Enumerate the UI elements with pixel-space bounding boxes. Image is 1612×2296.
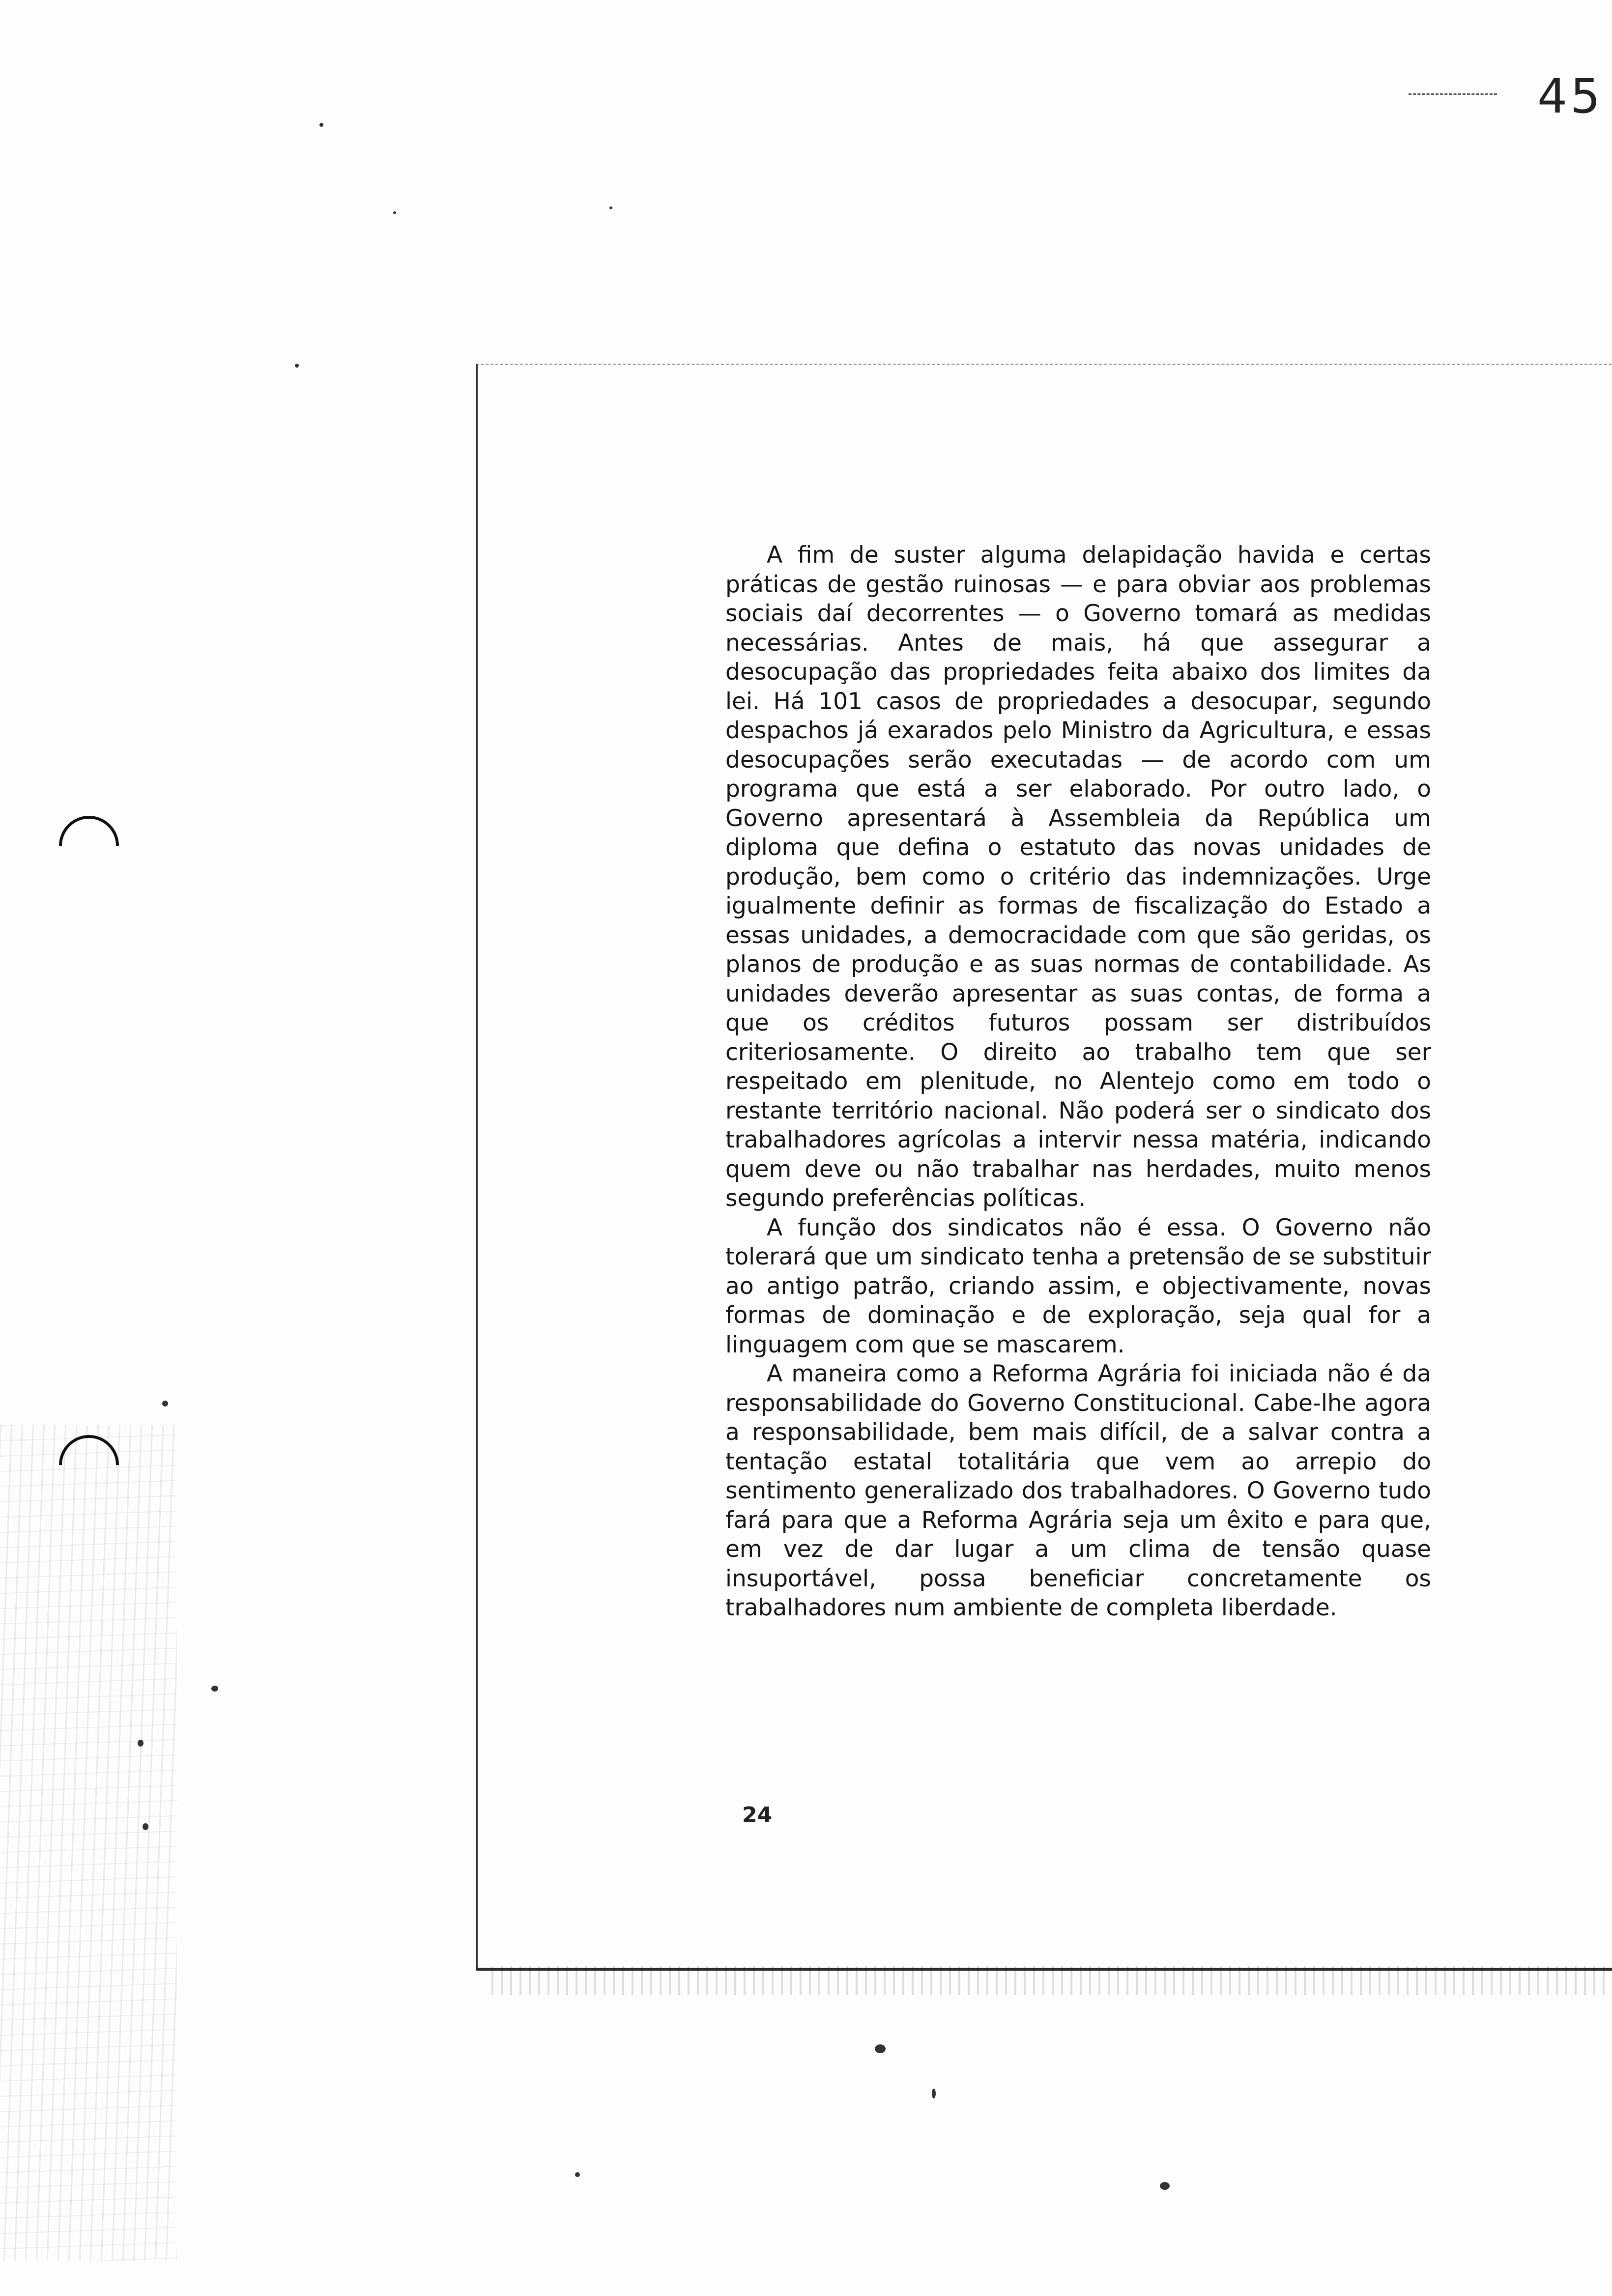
scan-noise xyxy=(0,1425,177,2261)
paragraph-2: A função dos sindicatos não é essa. O Governo não tolerará que um sindicato tenha a pretensão de se substituir ao antigo patrão, criando assim, e objectivamente, novas formas de dominação e de exploração, seja qual for a linguagem com que se mascarem. xyxy=(725,1214,1431,1358)
speck xyxy=(143,1823,148,1830)
speck xyxy=(162,1401,168,1406)
speck xyxy=(138,1740,144,1747)
speck xyxy=(393,211,396,214)
scan-noise xyxy=(491,1966,1612,1995)
speck xyxy=(1160,2182,1170,2190)
archive-page-number: 45 xyxy=(1537,69,1604,124)
speck xyxy=(875,2044,886,2053)
speck xyxy=(319,123,323,127)
paragraph-3: A maneira como a Reforma Agrária foi iniciada não é da responsabilidade do Governo Constitucional. Cabe-lhe agora a responsabilidade, bem mais difícil, de a salvar contra a tentação estatal totalitária que vem ao arrepio do sentimento generalizado dos trabalhadores. O Governo tudo fará para que a Reforma Agrária seja um êxito e para que, em vez de dar lugar a um clima de tensão quase insuportável, possa beneficiar concretamente os trabalhadores num ambiente de completa liberdade. xyxy=(725,1360,1431,1621)
speck xyxy=(932,2089,936,2098)
speck xyxy=(295,364,299,368)
paragraph-1: A fim de suster alguma delapidação havida e certas práticas de gestão ruinosas — e para obviar aos problemas sociais daí decorrentes — o Governo tomará as medidas necessárias. Antes de mais, há que assegurar a desocupação das propriedades feita abaixo dos limites da lei. Há 101 casos de propriedades a desocupar, segundo despachos já exarados pelo Ministro da Agricultura, e essas desocupações serão executadas — de acordo com um programa que está a ser elaborado. Por outro lado, o Governo apresentará à Assembleia da República um diploma que defina o estatuto das novas unidades de produção, bem como o critério das indemnizações. Urge igualmente definir as formas de fiscalização do Estado a essas unidades, a democracidade com que são geridas, os planos de produção e as suas normas de contabilidade. As unidades deverão apresentar as suas contas, de forma a que os créditos futuros possam ser distribuídos criteriosamente. O direito ao trabalho tem que ser respeitado em plenitude, no Alentejo como em todo o restante território nacional. Não poderá ser o sindicato dos trabalhadores agrícolas a intervir nessa matéria, indicando quem deve ou não trabalhar nas herdades, muito menos segundo preferências políticas. xyxy=(725,542,1431,1212)
speck xyxy=(609,206,612,209)
archive-dash-mark xyxy=(1409,93,1497,95)
speck xyxy=(211,1686,218,1692)
body-text xyxy=(725,541,1431,1623)
speck xyxy=(575,2172,580,2177)
punch-hole-mark xyxy=(47,804,132,889)
printed-page-number: 24 xyxy=(742,1803,773,1828)
